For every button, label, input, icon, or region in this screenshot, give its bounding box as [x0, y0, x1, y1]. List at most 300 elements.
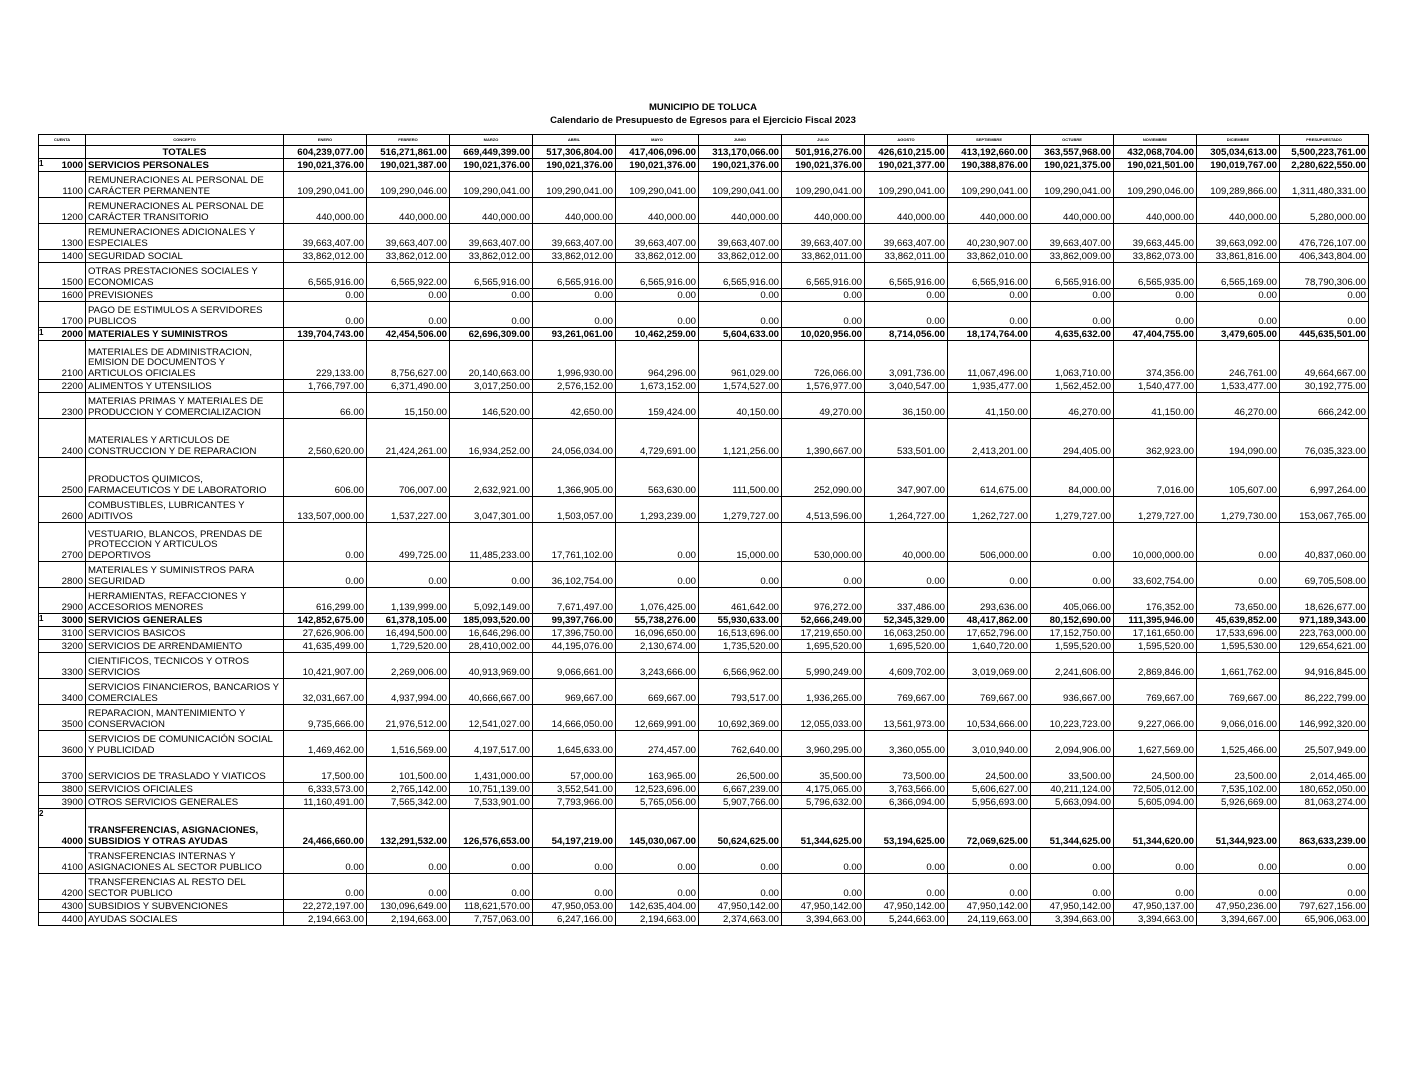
monthly-amount-cell: 163,965.00	[616, 757, 699, 783]
monthly-amount-cell: 0.00	[699, 562, 782, 588]
monthly-amount-cell: 145,030,067.00	[616, 809, 699, 848]
monthly-amount-cell: 440,000.00	[782, 198, 865, 224]
monthly-amount-cell: 1,935,477.00	[948, 380, 1031, 393]
account-code-text: 2300	[61, 406, 83, 418]
total-amount-cell: 78,790,306.00	[1280, 263, 1369, 289]
monthly-amount-cell: 606.00	[284, 458, 367, 497]
monthly-amount-cell: 363,557,968.00	[1031, 146, 1114, 159]
monthly-amount-cell: 6,565,916.00	[1031, 263, 1114, 289]
account-code	[39, 679, 86, 705]
monthly-amount-cell: 0.00	[1031, 874, 1114, 900]
monthly-amount-cell: 7,565,342.00	[367, 796, 450, 809]
monthly-amount-cell: 111,500.00	[699, 458, 782, 497]
monthly-amount-cell: 190,021,501.00	[1114, 159, 1197, 172]
monthly-amount-cell: 426,610,215.00	[865, 146, 948, 159]
column-header: DICIEMBRE	[1197, 135, 1280, 146]
monthly-amount-cell: 0.00	[865, 562, 948, 588]
monthly-amount-cell: 33,862,011.00	[865, 250, 948, 263]
concept-cell: SERVICIOS DE TRASLADO Y VIATICOS	[86, 757, 284, 783]
monthly-amount-cell: 39,663,407.00	[616, 224, 699, 250]
account-code	[39, 146, 86, 159]
monthly-amount-cell: 0.00	[699, 848, 782, 874]
monthly-amount-cell: 50,624,625.00	[699, 809, 782, 848]
monthly-amount-cell: 4,729,691.00	[616, 419, 699, 458]
monthly-amount-cell: 1,537,227.00	[367, 497, 450, 523]
monthly-amount-cell: 2,194,663.00	[284, 913, 367, 926]
monthly-amount-cell: 1,936,265.00	[782, 679, 865, 705]
table-row	[39, 341, 1369, 380]
monthly-amount-cell: 109,290,046.00	[1114, 172, 1197, 198]
concept-cell: AYUDAS SOCIALES	[86, 913, 284, 926]
monthly-amount-cell: 0.00	[284, 289, 367, 302]
monthly-amount-cell: 190,021,387.00	[367, 159, 450, 172]
concept-cell: OTROS SERVICIOS GENERALES	[86, 796, 284, 809]
monthly-amount-cell: 1,766,797.00	[284, 380, 367, 393]
monthly-amount-cell: 2,130,674.00	[616, 640, 699, 653]
total-amount-cell: 5,500,223,761.00	[1280, 146, 1369, 159]
total-amount-cell: 86,222,799.00	[1280, 679, 1369, 705]
monthly-amount-cell: 5,926,669.00	[1197, 796, 1280, 809]
monthly-amount-cell: 0.00	[450, 302, 533, 328]
monthly-amount-cell: 47,950,053.00	[533, 900, 616, 913]
monthly-amount-cell: 0.00	[616, 523, 699, 562]
monthly-amount-cell: 2,374,663.00	[699, 913, 782, 926]
monthly-amount-cell: 24,119,663.00	[948, 913, 1031, 926]
monthly-amount-cell: 313,170,066.00	[699, 146, 782, 159]
monthly-amount-cell: 33,861,816.00	[1197, 250, 1280, 263]
monthly-amount-cell: 40,150.00	[699, 393, 782, 419]
monthly-amount-cell: 15,150.00	[367, 393, 450, 419]
monthly-amount-cell: 47,950,142.00	[948, 900, 1031, 913]
monthly-amount-cell: 6,565,916.00	[699, 263, 782, 289]
monthly-amount-cell: 0.00	[1197, 523, 1280, 562]
monthly-amount-cell: 10,462,259.00	[616, 328, 699, 341]
monthly-amount-cell: 0.00	[616, 874, 699, 900]
monthly-amount-cell: 8,714,056.00	[865, 328, 948, 341]
monthly-amount-cell: 0.00	[533, 302, 616, 328]
monthly-amount-cell: 24,500.00	[948, 757, 1031, 783]
account-code	[39, 328, 86, 341]
monthly-amount-cell: 5,604,633.00	[699, 328, 782, 341]
monthly-amount-cell: 1,121,256.00	[699, 419, 782, 458]
account-code	[39, 458, 86, 497]
monthly-amount-cell: 0.00	[533, 874, 616, 900]
monthly-amount-cell: 5,092,149.00	[450, 588, 533, 614]
monthly-amount-cell: 604,239,077.00	[284, 146, 367, 159]
monthly-amount-cell: 0.00	[367, 289, 450, 302]
table-row	[39, 224, 1369, 250]
monthly-amount-cell: 7,016.00	[1114, 458, 1197, 497]
concept-cell: SERVICIOS DE COMUNICACIÓN SOCIAL Y PUBLICIDAD	[86, 731, 284, 757]
monthly-amount-cell: 2,869,846.00	[1114, 653, 1197, 679]
account-code-text: 2600	[61, 510, 83, 522]
account-code	[39, 198, 86, 224]
monthly-amount-cell: 0.00	[1114, 848, 1197, 874]
account-code	[39, 913, 86, 926]
monthly-amount-cell: 40,211,124.00	[1031, 783, 1114, 796]
monthly-amount-cell: 49,270.00	[782, 393, 865, 419]
monthly-amount-cell: 190,021,376.00	[533, 159, 616, 172]
monthly-amount-cell: 0.00	[948, 848, 1031, 874]
total-amount-cell: 0.00	[1280, 874, 1369, 900]
account-code	[39, 523, 86, 562]
monthly-amount-cell: 33,862,012.00	[367, 250, 450, 263]
monthly-amount-cell: 1,673,152.00	[616, 380, 699, 393]
monthly-amount-cell: 976,272.00	[782, 588, 865, 614]
monthly-amount-cell: 36,102,754.00	[533, 562, 616, 588]
concept-cell: REMUNERACIONES AL PERSONAL DE CARÁCTER PERMANENTE	[86, 172, 284, 198]
monthly-amount-cell: 6,667,239.00	[699, 783, 782, 796]
monthly-amount-cell: 17,761,102.00	[533, 523, 616, 562]
concept-cell: MATERIALES Y SUMINISTROS PARA SEGURIDAD	[86, 562, 284, 588]
monthly-amount-cell: 616,299.00	[284, 588, 367, 614]
monthly-amount-cell: 5,606,627.00	[948, 783, 1031, 796]
monthly-amount-cell: 0.00	[865, 848, 948, 874]
monthly-amount-cell: 0.00	[948, 562, 1031, 588]
budget-table	[38, 134, 1369, 926]
monthly-amount-cell: 3,394,667.00	[1197, 913, 1280, 926]
monthly-amount-cell: 41,150.00	[1114, 393, 1197, 419]
monthly-amount-cell: 16,646,296.00	[450, 627, 533, 640]
monthly-amount-cell: 347,907.00	[865, 458, 948, 497]
monthly-amount-cell: 73,500.00	[865, 757, 948, 783]
monthly-amount-cell: 10,020,956.00	[782, 328, 865, 341]
monthly-amount-cell: 0.00	[284, 523, 367, 562]
monthly-amount-cell: 440,000.00	[450, 198, 533, 224]
concept-cell: MATERIALES DE ADMINISTRACION, EMISION DE DOCUMENTOS Y ARTICULOS OFICIALES	[86, 341, 284, 380]
monthly-amount-cell: 10,692,369.00	[699, 705, 782, 731]
monthly-amount-cell: 190,021,376.00	[284, 159, 367, 172]
table-row	[39, 146, 1369, 159]
monthly-amount-cell: 24,056,034.00	[533, 419, 616, 458]
monthly-amount-cell: 17,396,750.00	[533, 627, 616, 640]
account-code	[39, 627, 86, 640]
table-row	[39, 380, 1369, 393]
account-code-text: 2000	[61, 328, 83, 340]
monthly-amount-cell: 0.00	[1197, 562, 1280, 588]
monthly-amount-cell: 24,466,660.00	[284, 809, 367, 848]
monthly-amount-cell: 26,500.00	[699, 757, 782, 783]
account-code-text: 1700	[61, 315, 83, 327]
total-amount-cell: 49,664,667.00	[1280, 341, 1369, 380]
monthly-amount-cell: 51,344,620.00	[1114, 809, 1197, 848]
monthly-amount-cell: 1,595,530.00	[1197, 640, 1280, 653]
monthly-amount-cell: 1,729,520.00	[367, 640, 450, 653]
monthly-amount-cell: 109,290,041.00	[699, 172, 782, 198]
monthly-amount-cell: 33,862,012.00	[284, 250, 367, 263]
monthly-amount-cell: 33,862,073.00	[1114, 250, 1197, 263]
account-code	[39, 393, 86, 419]
table-row	[39, 523, 1369, 562]
monthly-amount-cell: 109,290,041.00	[782, 172, 865, 198]
concept-cell: VESTUARIO, BLANCOS, PRENDAS DE PROTECCION Y ARTICULOS DEPORTIVOS	[86, 523, 284, 562]
monthly-amount-cell: 1,574,527.00	[699, 380, 782, 393]
monthly-amount-cell: 6,371,490.00	[367, 380, 450, 393]
monthly-amount-cell: 0.00	[699, 302, 782, 328]
monthly-amount-cell: 3,017,250.00	[450, 380, 533, 393]
table-row	[39, 159, 1369, 172]
total-amount-cell: 69,705,508.00	[1280, 562, 1369, 588]
monthly-amount-cell: 417,406,096.00	[616, 146, 699, 159]
concept-cell: TRANSFERENCIAS, ASIGNACIONES, SUBSIDIOS Y OTRAS AYUDAS	[86, 809, 284, 848]
monthly-amount-cell: 1,595,520.00	[1031, 640, 1114, 653]
total-amount-cell: 797,627,156.00	[1280, 900, 1369, 913]
monthly-amount-cell: 961,029.00	[699, 341, 782, 380]
monthly-amount-cell: 6,565,916.00	[533, 263, 616, 289]
monthly-amount-cell: 118,621,570.00	[450, 900, 533, 913]
monthly-amount-cell: 35,500.00	[782, 757, 865, 783]
monthly-amount-cell: 0.00	[533, 289, 616, 302]
monthly-amount-cell: 11,067,496.00	[948, 341, 1031, 380]
monthly-amount-cell: 40,666,667.00	[450, 679, 533, 705]
monthly-amount-cell: 39,663,407.00	[284, 224, 367, 250]
monthly-amount-cell: 0.00	[865, 302, 948, 328]
monthly-amount-cell: 7,757,063.00	[450, 913, 533, 926]
monthly-amount-cell: 501,916,276.00	[782, 146, 865, 159]
monthly-amount-cell: 32,031,667.00	[284, 679, 367, 705]
table-row	[39, 653, 1369, 679]
monthly-amount-cell: 39,663,407.00	[782, 224, 865, 250]
table-row	[39, 250, 1369, 263]
monthly-amount-cell: 563,630.00	[616, 458, 699, 497]
monthly-amount-cell: 109,290,041.00	[284, 172, 367, 198]
monthly-amount-cell: 3,091,736.00	[865, 341, 948, 380]
monthly-amount-cell: 23,500.00	[1197, 757, 1280, 783]
total-amount-cell: 0.00	[1280, 848, 1369, 874]
monthly-amount-cell: 142,635,404.00	[616, 900, 699, 913]
monthly-amount-cell: 614,675.00	[948, 458, 1031, 497]
monthly-amount-cell: 3,763,566.00	[865, 783, 948, 796]
account-code	[39, 900, 86, 913]
total-amount-cell: 6,997,264.00	[1280, 458, 1369, 497]
monthly-amount-cell: 1,562,452.00	[1031, 380, 1114, 393]
monthly-amount-cell: 190,019,767.00	[1197, 159, 1280, 172]
monthly-amount-cell: 0.00	[616, 848, 699, 874]
table-row	[39, 900, 1369, 913]
monthly-amount-cell: 0.00	[1114, 874, 1197, 900]
account-code	[39, 419, 86, 458]
account-code	[39, 640, 86, 653]
concept-cell: SEGURIDAD SOCIAL	[86, 250, 284, 263]
monthly-amount-cell: 405,066.00	[1031, 588, 1114, 614]
account-code	[39, 731, 86, 757]
monthly-amount-cell: 53,194,625.00	[865, 809, 948, 848]
account-code-text: 1200	[61, 211, 83, 223]
monthly-amount-cell: 10,534,666.00	[948, 705, 1031, 731]
monthly-amount-cell: 185,093,520.00	[450, 614, 533, 627]
monthly-amount-cell: 16,934,252.00	[450, 419, 533, 458]
monthly-amount-cell: 47,950,142.00	[782, 900, 865, 913]
table-row	[39, 328, 1369, 341]
monthly-amount-cell: 5,244,663.00	[865, 913, 948, 926]
monthly-amount-cell: 0.00	[450, 848, 533, 874]
monthly-amount-cell: 11,485,233.00	[450, 523, 533, 562]
monthly-amount-cell: 47,950,236.00	[1197, 900, 1280, 913]
monthly-amount-cell: 1,640,720.00	[948, 640, 1031, 653]
monthly-amount-cell: 461,642.00	[699, 588, 782, 614]
monthly-amount-cell: 0.00	[782, 562, 865, 588]
monthly-amount-cell: 33,602,754.00	[1114, 562, 1197, 588]
column-header: MARZO	[450, 135, 533, 146]
column-header: MAYO	[616, 135, 699, 146]
monthly-amount-cell: 440,000.00	[1114, 198, 1197, 224]
monthly-amount-cell: 9,066,016.00	[1197, 705, 1280, 731]
account-code-text: 4400	[61, 913, 83, 925]
monthly-amount-cell: 190,021,376.00	[699, 159, 782, 172]
level-mark: 1	[39, 159, 44, 168]
account-code	[39, 497, 86, 523]
monthly-amount-cell: 533,501.00	[865, 419, 948, 458]
concept-cell: SERVICIOS OFICIALES	[86, 783, 284, 796]
monthly-amount-cell: 506,000.00	[948, 523, 1031, 562]
monthly-amount-cell: 13,561,973.00	[865, 705, 948, 731]
monthly-amount-cell: 0.00	[1031, 523, 1114, 562]
monthly-amount-cell: 27,626,906.00	[284, 627, 367, 640]
monthly-amount-cell: 105,607.00	[1197, 458, 1280, 497]
monthly-amount-cell: 61,378,105.00	[367, 614, 450, 627]
monthly-amount-cell: 440,000.00	[1031, 198, 1114, 224]
concept-cell: REMUNERACIONES AL PERSONAL DE CARÁCTER TRANSITORIO	[86, 198, 284, 224]
monthly-amount-cell: 440,000.00	[284, 198, 367, 224]
monthly-amount-cell: 762,640.00	[699, 731, 782, 757]
monthly-amount-cell: 2,194,663.00	[367, 913, 450, 926]
monthly-amount-cell: 24,500.00	[1114, 757, 1197, 783]
account-code-text: 1100	[62, 185, 83, 197]
monthly-amount-cell: 769,667.00	[865, 679, 948, 705]
column-header: CONCEPTO	[86, 135, 284, 146]
monthly-amount-cell: 6,565,922.00	[367, 263, 450, 289]
monthly-amount-cell: 2,194,663.00	[616, 913, 699, 926]
table-row	[39, 458, 1369, 497]
account-code-text: 3500	[61, 718, 83, 730]
monthly-amount-cell: 93,261,061.00	[533, 328, 616, 341]
total-amount-cell: 2,280,622,550.00	[1280, 159, 1369, 172]
monthly-amount-cell: 0.00	[782, 289, 865, 302]
monthly-amount-cell: 769,667.00	[1197, 679, 1280, 705]
monthly-amount-cell: 4,197,517.00	[450, 731, 533, 757]
concept-cell: TRANSFERENCIAS INTERNAS Y ASIGNACIONES AL SECTOR PUBLICO	[86, 848, 284, 874]
monthly-amount-cell: 10,421,907.00	[284, 653, 367, 679]
monthly-amount-cell: 440,000.00	[616, 198, 699, 224]
table-row	[39, 783, 1369, 796]
monthly-amount-cell: 55,738,276.00	[616, 614, 699, 627]
total-amount-cell: 476,726,107.00	[1280, 224, 1369, 250]
monthly-amount-cell: 51,344,625.00	[1031, 809, 1114, 848]
monthly-amount-cell: 12,541,027.00	[450, 705, 533, 731]
monthly-amount-cell: 52,666,249.00	[782, 614, 865, 627]
table-row	[39, 913, 1369, 926]
monthly-amount-cell: 793,517.00	[699, 679, 782, 705]
monthly-amount-cell: 0.00	[616, 562, 699, 588]
column-header: FEBRERO	[367, 135, 450, 146]
monthly-amount-cell: 57,000.00	[533, 757, 616, 783]
monthly-amount-cell: 0.00	[699, 874, 782, 900]
monthly-amount-cell: 33,862,012.00	[699, 250, 782, 263]
account-code-text: 2500	[61, 484, 83, 496]
account-code	[39, 848, 86, 874]
monthly-amount-cell: 190,021,375.00	[1031, 159, 1114, 172]
monthly-amount-cell: 1,627,569.00	[1114, 731, 1197, 757]
concept-cell: REMUNERACIONES ADICIONALES Y ESPECIALES	[86, 224, 284, 250]
monthly-amount-cell: 0.00	[1114, 302, 1197, 328]
column-header: ENERO	[284, 135, 367, 146]
monthly-amount-cell: 190,388,876.00	[948, 159, 1031, 172]
monthly-amount-cell: 440,000.00	[948, 198, 1031, 224]
monthly-amount-cell: 6,565,935.00	[1114, 263, 1197, 289]
monthly-amount-cell: 146,520.00	[450, 393, 533, 419]
concept-cell: MATERIALES Y SUMINISTROS	[86, 328, 284, 341]
monthly-amount-cell: 0.00	[1114, 289, 1197, 302]
account-code-text: 1600	[61, 289, 83, 301]
monthly-amount-cell: 16,063,250.00	[865, 627, 948, 640]
monthly-amount-cell: 17,152,750.00	[1031, 627, 1114, 640]
monthly-amount-cell: 1,540,477.00	[1114, 380, 1197, 393]
document-subtitle: Calendario de Presupuesto de Egresos para el Ejercicio Fiscal 2023	[550, 115, 856, 126]
monthly-amount-cell: 0.00	[450, 874, 533, 900]
table-row	[39, 562, 1369, 588]
total-amount-cell: 180,652,050.00	[1280, 783, 1369, 796]
monthly-amount-cell: 72,069,625.00	[948, 809, 1031, 848]
total-amount-cell: 18,626,677.00	[1280, 588, 1369, 614]
monthly-amount-cell: 3,960,295.00	[782, 731, 865, 757]
monthly-amount-cell: 0.00	[1197, 302, 1280, 328]
monthly-amount-cell: 969,667.00	[533, 679, 616, 705]
monthly-amount-cell: 28,410,002.00	[450, 640, 533, 653]
total-amount-cell: 153,067,765.00	[1280, 497, 1369, 523]
monthly-amount-cell: 17,219,650.00	[782, 627, 865, 640]
account-code-text: 1300	[61, 237, 83, 249]
monthly-amount-cell: 4,635,632.00	[1031, 328, 1114, 341]
account-code-text: 3100	[61, 627, 83, 639]
monthly-amount-cell: 40,230,907.00	[948, 224, 1031, 250]
monthly-amount-cell: 0.00	[367, 562, 450, 588]
account-code-text: 3200	[61, 640, 83, 652]
concept-cell: PRODUCTOS QUIMICOS, FARMACEUTICOS Y DE LABORATORIO	[86, 458, 284, 497]
header-row	[39, 135, 1369, 146]
monthly-amount-cell: 55,930,633.00	[699, 614, 782, 627]
monthly-amount-cell: 1,279,727.00	[699, 497, 782, 523]
monthly-amount-cell: 47,950,142.00	[699, 900, 782, 913]
monthly-amount-cell: 21,976,512.00	[367, 705, 450, 731]
monthly-amount-cell: 1,264,727.00	[865, 497, 948, 523]
monthly-amount-cell: 964,296.00	[616, 341, 699, 380]
monthly-amount-cell: 0.00	[1197, 848, 1280, 874]
concept-cell: SERVICIOS GENERALES	[86, 614, 284, 627]
monthly-amount-cell: 1,595,520.00	[1114, 640, 1197, 653]
account-code	[39, 224, 86, 250]
account-code-text: 3400	[61, 692, 83, 704]
monthly-amount-cell: 33,862,010.00	[948, 250, 1031, 263]
monthly-amount-cell: 0.00	[782, 874, 865, 900]
monthly-amount-cell: 516,271,861.00	[367, 146, 450, 159]
monthly-amount-cell: 1,262,727.00	[948, 497, 1031, 523]
total-amount-cell: 223,763,000.00	[1280, 627, 1369, 640]
account-code-text: 2100	[61, 367, 83, 379]
column-header: AGOSTO	[865, 135, 948, 146]
table-row	[39, 627, 1369, 640]
monthly-amount-cell: 3,243,666.00	[616, 653, 699, 679]
column-header: CUENTA	[39, 135, 86, 146]
monthly-amount-cell: 6,247,166.00	[533, 913, 616, 926]
account-code	[39, 809, 86, 848]
monthly-amount-cell: 499,725.00	[367, 523, 450, 562]
account-code-text: 3000	[61, 614, 83, 626]
monthly-amount-cell: 109,290,046.00	[367, 172, 450, 198]
monthly-amount-cell: 1,503,057.00	[533, 497, 616, 523]
concept-cell: OTRAS PRESTACIONES SOCIALES Y ECONOMICAS	[86, 263, 284, 289]
monthly-amount-cell: 10,223,723.00	[1031, 705, 1114, 731]
concept-cell: PAGO DE ESTIMULOS A SERVIDORES PUBLICOS	[86, 302, 284, 328]
